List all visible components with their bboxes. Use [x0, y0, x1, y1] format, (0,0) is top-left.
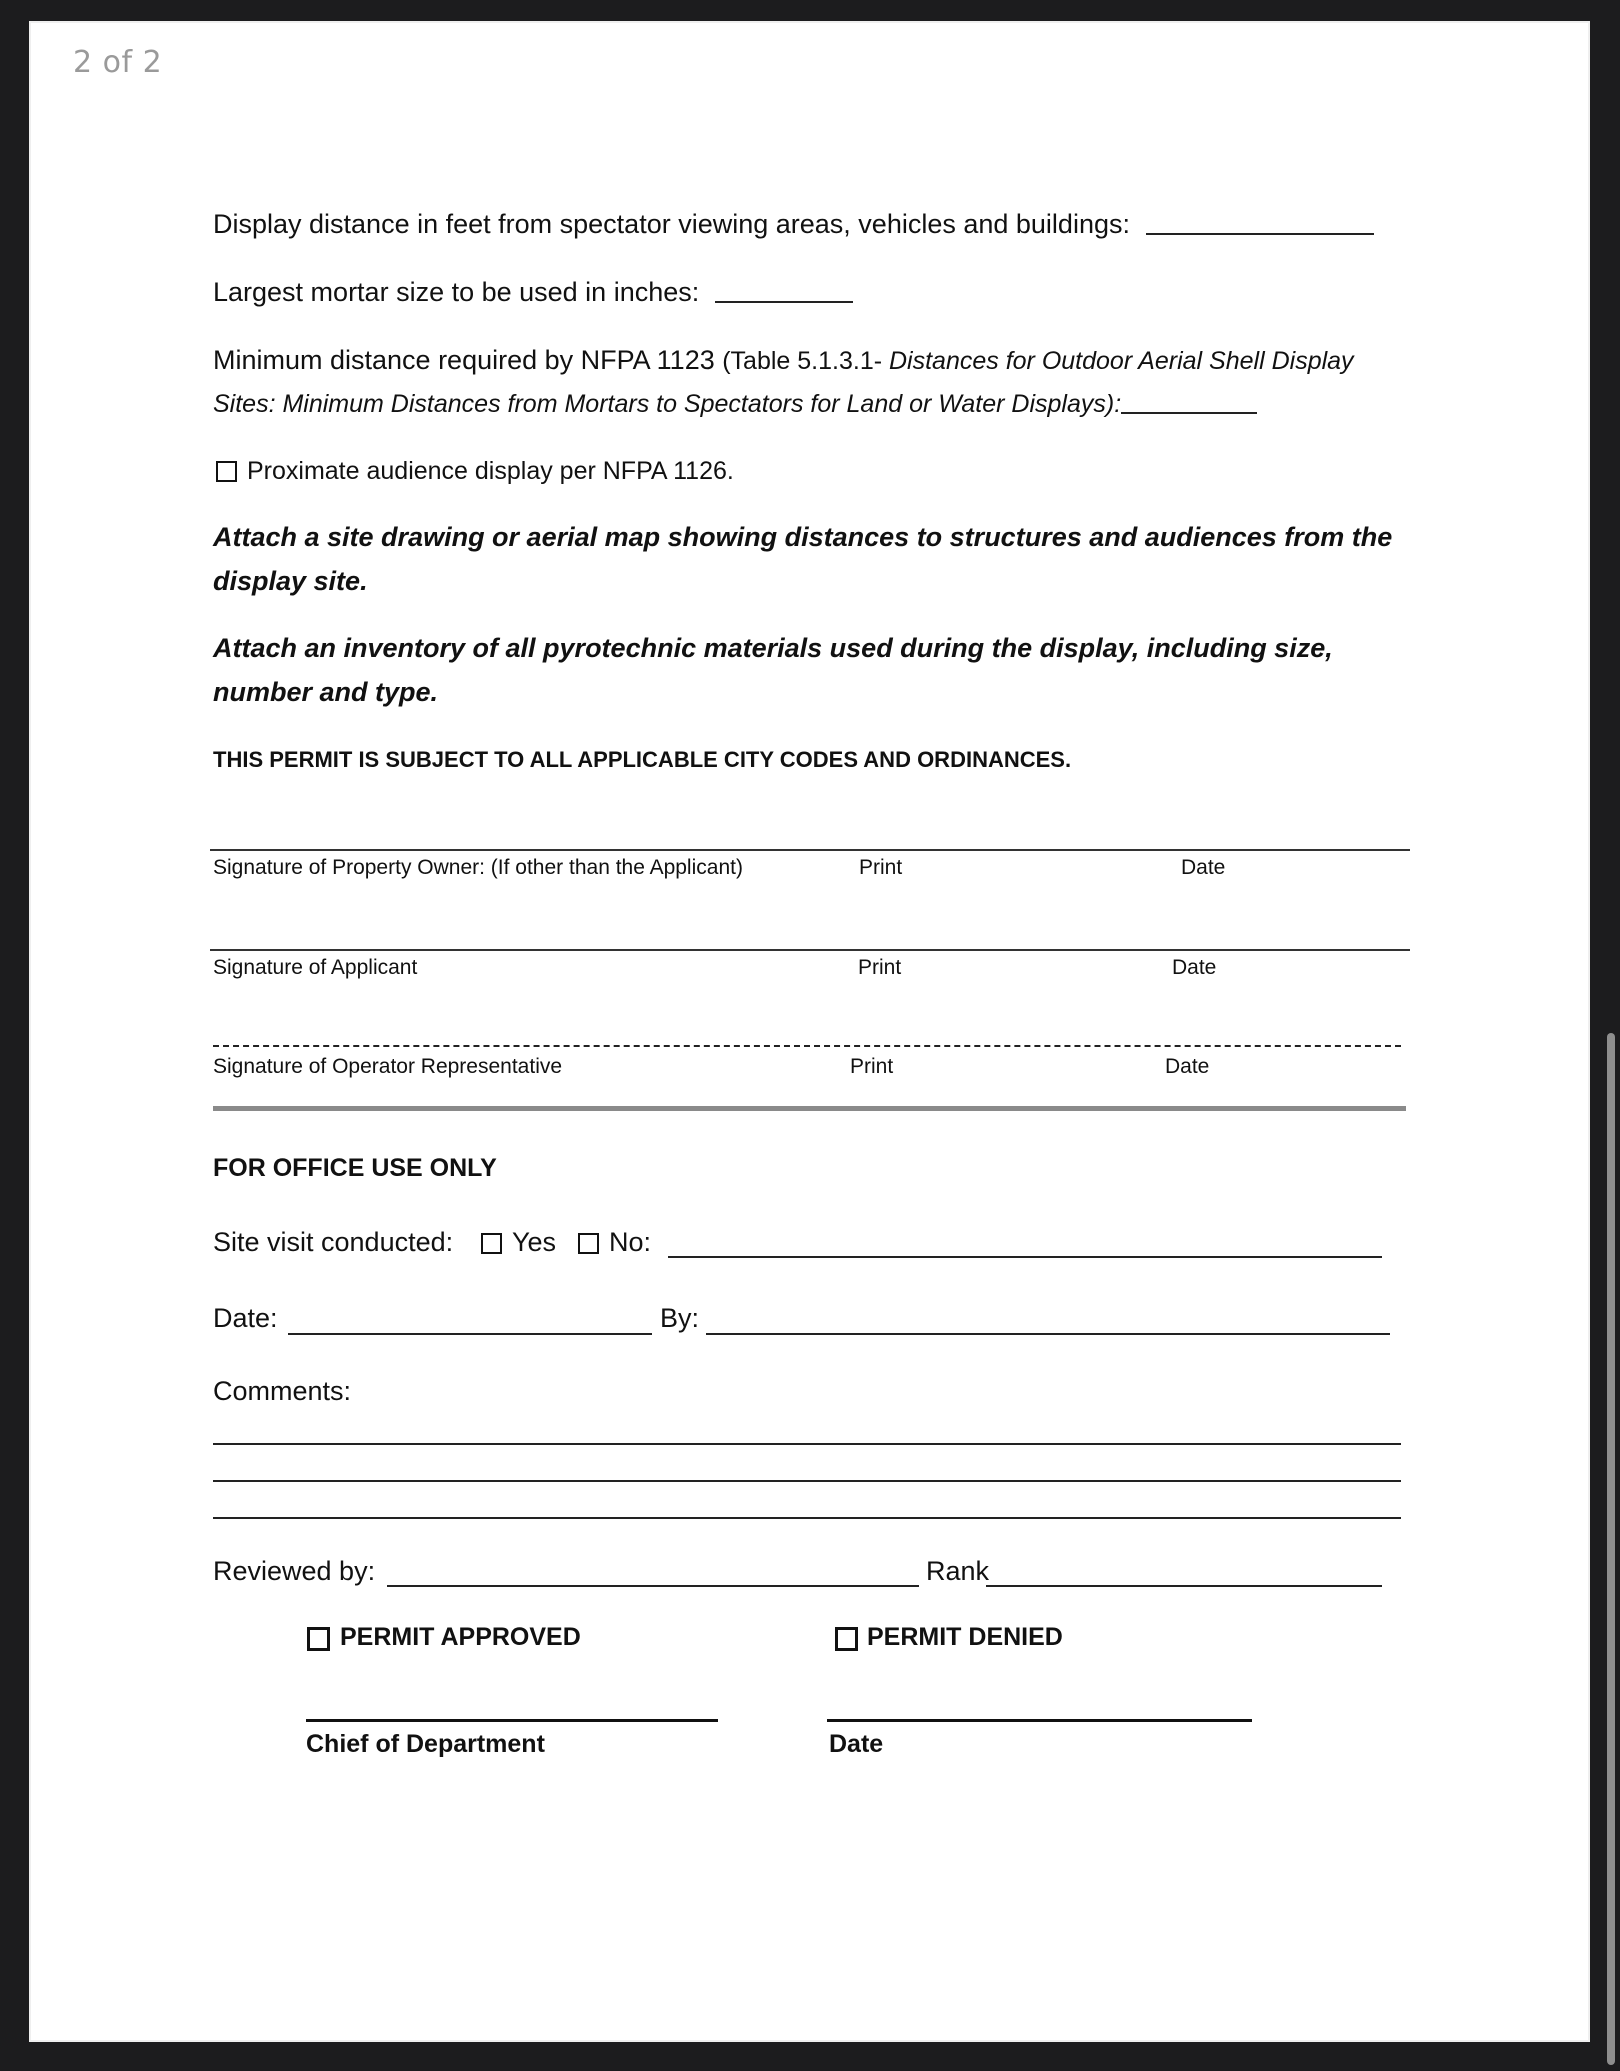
- proximate-audience-checkbox[interactable]: [216, 461, 237, 482]
- scrollbar-thumb[interactable]: [1607, 1033, 1615, 2065]
- office-use-separator: [213, 1106, 1406, 1111]
- reviewed-by-label: Reviewed by:: [213, 1556, 376, 1586]
- chief-date-line[interactable]: [827, 1719, 1252, 1722]
- attach-inventory-line2: number and type.: [213, 677, 439, 707]
- site-visit-yes-checkbox[interactable]: [481, 1233, 502, 1254]
- permit-approved-checkbox[interactable]: [307, 1627, 330, 1651]
- comments-line-2[interactable]: [213, 1480, 1401, 1482]
- office-use-heading: FOR OFFICE USE ONLY: [213, 1154, 497, 1182]
- permit-denied-checkbox[interactable]: [835, 1627, 858, 1651]
- attach-site-drawing-line1: Attach a site drawing or aerial map showing distances to structures and audiences from the: [213, 522, 1393, 552]
- property-owner-date-label: Date: [1181, 856, 1226, 879]
- office-by-label: By:: [660, 1303, 700, 1333]
- min-distance-table-ref: (Table 5.1.3.1-: [722, 347, 889, 375]
- min-distance-label: Minimum distance required by NFPA 1123: [213, 345, 723, 375]
- attach-inventory-line1: Attach an inventory of all pyrotechnic materials used during the display, including size,: [213, 633, 1333, 663]
- mortar-size-row: [213, 277, 853, 308]
- office-date-field[interactable]: [288, 1333, 652, 1335]
- chief-date-label: Date: [829, 1730, 884, 1758]
- operator-signature-line[interactable]: [213, 1045, 1401, 1047]
- proximate-audience-label: Proximate audience display per NFPA 1126.: [247, 457, 734, 485]
- site-visit-row: [213, 1227, 453, 1258]
- permit-denied-label: PERMIT DENIED: [867, 1623, 1063, 1651]
- permit-approved-label: PERMIT APPROVED: [340, 1623, 581, 1651]
- rank-label: Rank: [926, 1556, 990, 1586]
- min-distance-row-2: [213, 390, 1257, 419]
- document-page: [31, 23, 1588, 2040]
- min-distance-row-1: [213, 345, 1354, 376]
- property-owner-signature-label: Signature of Property Owner: (If other than the Applicant): [213, 856, 743, 879]
- site-visit-yes-label: Yes: [512, 1227, 557, 1257]
- display-distance-field[interactable]: [1146, 232, 1374, 235]
- comments-label: Comments:: [213, 1376, 352, 1406]
- site-visit-no-checkbox[interactable]: [578, 1233, 599, 1254]
- operator-signature-label: Signature of Operator Representative: [213, 1055, 563, 1078]
- reviewed-by-field[interactable]: [387, 1585, 919, 1587]
- page-indicator: 2 of 2: [73, 45, 163, 80]
- attach-site-drawing-line2: display site.: [213, 566, 368, 596]
- applicant-signature-line[interactable]: [210, 949, 1410, 951]
- chief-label: Chief of Department: [306, 1730, 545, 1758]
- chief-signature-line[interactable]: [306, 1719, 718, 1722]
- property-owner-print-label: Print: [859, 856, 903, 879]
- office-by-field[interactable]: [706, 1333, 1390, 1335]
- applicant-print-label: Print: [858, 956, 902, 979]
- comments-line-1[interactable]: [213, 1443, 1401, 1445]
- property-owner-signature-line[interactable]: [210, 849, 1410, 851]
- min-distance-table-title: Distances for Outdoor Aerial Shell Display: [889, 347, 1354, 375]
- display-distance-row: [213, 209, 1374, 240]
- display-distance-label: Display distance in feet from spectator viewing areas, vehicles and buildings:: [213, 209, 1130, 239]
- operator-print-label: Print: [850, 1055, 894, 1078]
- min-distance-field[interactable]: [1121, 411, 1257, 414]
- operator-date-label: Date: [1165, 1055, 1210, 1078]
- applicant-date-label: Date: [1172, 956, 1217, 979]
- rank-field[interactable]: [986, 1585, 1382, 1587]
- applicant-signature-label: Signature of Applicant: [213, 956, 418, 979]
- site-visit-field[interactable]: [668, 1256, 1382, 1258]
- site-visit-no-label: No:: [609, 1227, 652, 1257]
- comments-line-3[interactable]: [213, 1517, 1401, 1519]
- mortar-size-field[interactable]: [715, 300, 853, 303]
- office-date-label: Date:: [213, 1303, 278, 1333]
- mortar-size-label: Largest mortar size to be used in inches:: [213, 277, 700, 307]
- min-distance-table-title-cont: Sites: Minimum Distances from Mortars to Spectators for Land or Water Displays):: [213, 390, 1122, 418]
- permit-notice: THIS PERMIT IS SUBJECT TO ALL APPLICABLE CITY CODES AND ORDINANCES.: [213, 747, 1072, 772]
- site-visit-label: Site visit conducted:: [213, 1227, 454, 1257]
